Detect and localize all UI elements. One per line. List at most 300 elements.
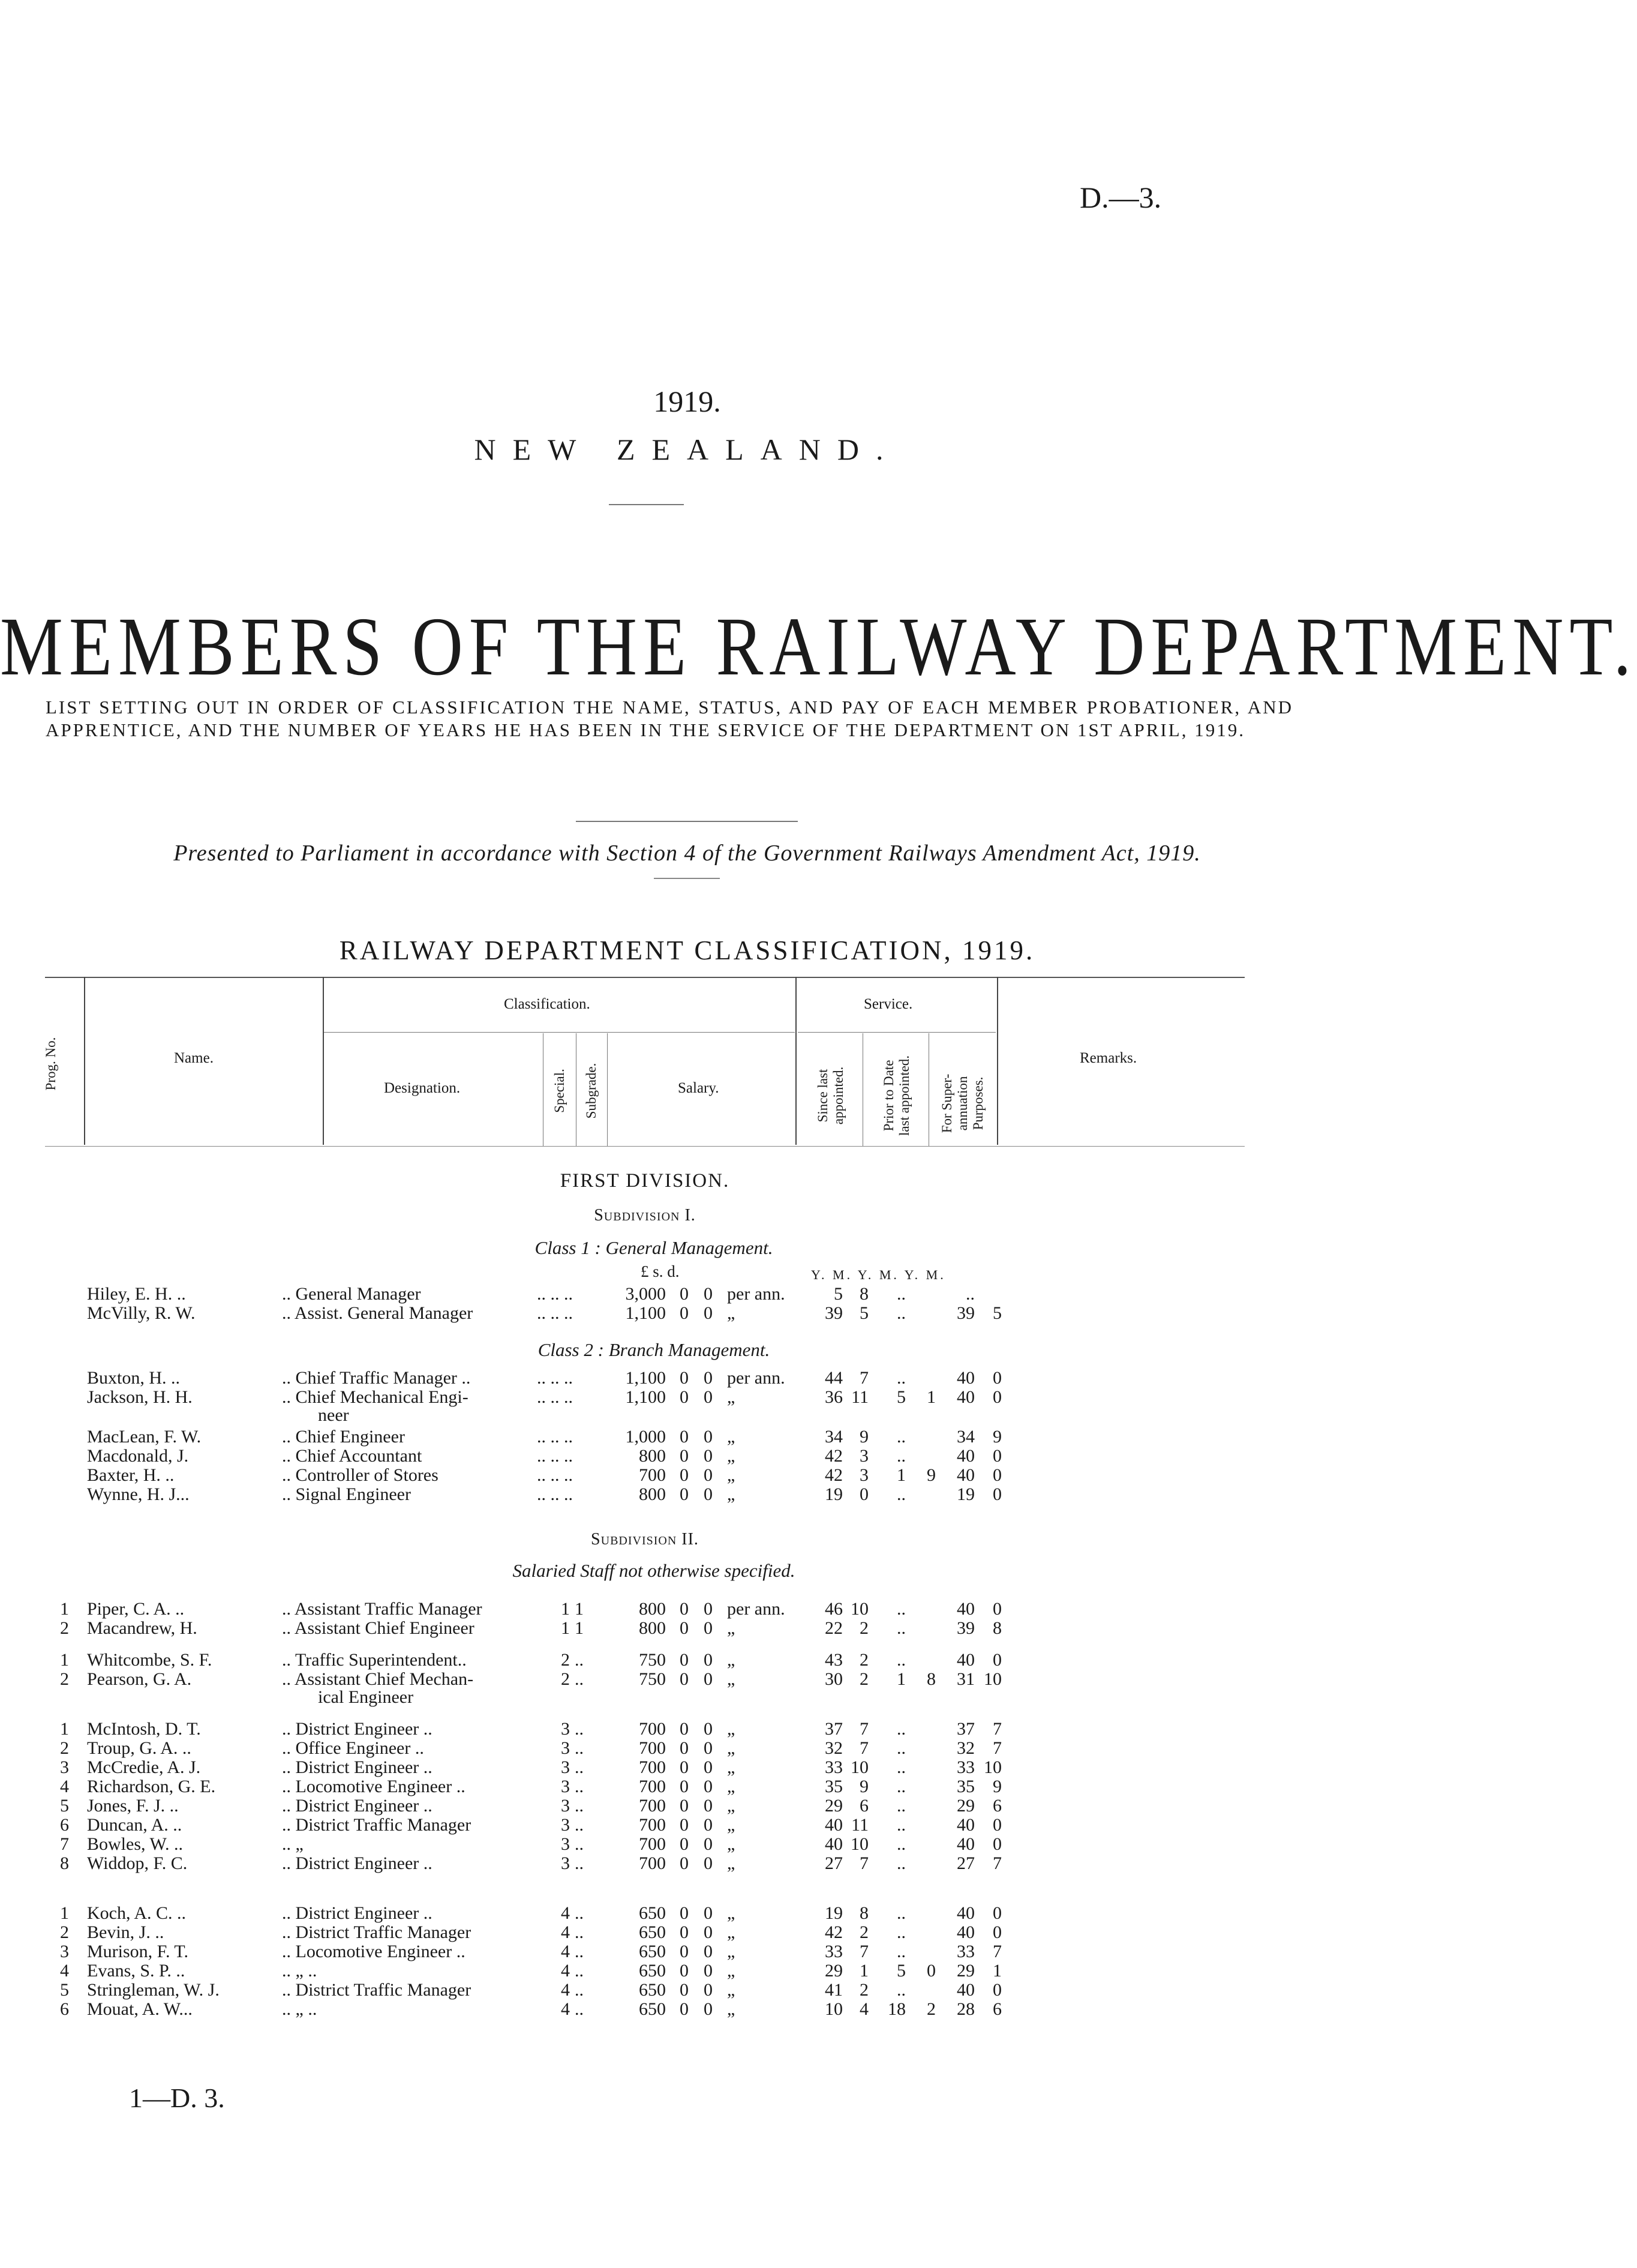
cell-fy: 31 bbox=[957, 1669, 975, 1689]
cell-d: 0 bbox=[704, 1650, 713, 1670]
cell-desig: .. „ bbox=[282, 1834, 304, 1854]
cell-fm: 7 bbox=[993, 1719, 1002, 1739]
cell-py: .. bbox=[897, 1719, 906, 1739]
cell-sm: 11 bbox=[851, 1387, 869, 1407]
cell-no: 4 bbox=[60, 1777, 69, 1796]
cell-desig: .. Assistant Chief Engineer bbox=[282, 1618, 474, 1638]
service-units: Y. M. Y. M. Y. M. bbox=[811, 1267, 946, 1282]
cell-sg: .. bbox=[575, 1999, 584, 2019]
cell-py: .. bbox=[897, 1980, 906, 2000]
cell-sm: 9 bbox=[860, 1777, 869, 1796]
cell-no: 1 bbox=[60, 1599, 69, 1619]
cell-d: 0 bbox=[704, 1903, 713, 1923]
cell-desig: .. District Traffic Manager bbox=[282, 1980, 471, 2000]
cell-fy: 40 bbox=[957, 1387, 975, 1407]
cell-py: .. bbox=[897, 1777, 906, 1796]
cell-py: .. bbox=[897, 1738, 906, 1758]
cell-name: Stringleman, W. J. bbox=[87, 1980, 220, 2000]
cell-fy: 32 bbox=[957, 1738, 975, 1758]
cell-sp: 3 bbox=[561, 1738, 570, 1758]
cell-sm: 2 bbox=[860, 1980, 869, 2000]
header-prior-to: Prior to Date last appointed. bbox=[881, 1055, 912, 1136]
cell-fm: 10 bbox=[984, 1669, 1002, 1689]
cell-d: 0 bbox=[704, 1368, 713, 1388]
cell-pounds: 650 bbox=[639, 1980, 666, 2000]
cell-s: 0 bbox=[680, 1757, 689, 1777]
page-reference: D.—3. bbox=[1080, 181, 1162, 214]
cell-name: Koch, A. C. .. bbox=[87, 1903, 186, 1923]
cell-fm: 9 bbox=[993, 1777, 1002, 1796]
cell-d: 0 bbox=[704, 1999, 713, 2019]
column-divider bbox=[607, 1033, 608, 1146]
cell-desig: .. Signal Engineer bbox=[282, 1484, 411, 1504]
cell-s: 0 bbox=[680, 1999, 689, 2019]
cell-sy: 41 bbox=[825, 1980, 843, 2000]
cell-no: 1 bbox=[60, 1903, 69, 1923]
cell-sy: 46 bbox=[825, 1599, 843, 1619]
cell-no: 5 bbox=[60, 1796, 69, 1816]
cell-sm: 6 bbox=[860, 1796, 869, 1816]
cell-per: „ bbox=[727, 1815, 735, 1835]
cell-name: Macandrew, H. bbox=[87, 1618, 197, 1638]
cell-sp: 3 bbox=[561, 1719, 570, 1739]
cell-per: „ bbox=[727, 1738, 735, 1758]
cell-pounds: 800 bbox=[639, 1618, 666, 1638]
header-since-last: Since last appointed. bbox=[815, 1066, 846, 1125]
cell-sg: .. bbox=[575, 1738, 584, 1758]
cell-sm: 9 bbox=[860, 1427, 869, 1447]
cell-pm: 9 bbox=[927, 1465, 936, 1485]
cell-sm: 2 bbox=[860, 1650, 869, 1670]
header-classification: Classification. bbox=[504, 996, 590, 1012]
cell-dots: .. .. .. bbox=[537, 1303, 573, 1323]
cell-sm: 8 bbox=[860, 1903, 869, 1923]
cell-no: 3 bbox=[60, 1942, 69, 1961]
cell-fm: 10 bbox=[984, 1757, 1002, 1777]
division-heading: FIRST DIVISION. bbox=[560, 1170, 730, 1192]
cell-desig-continued: ical Engineer bbox=[318, 1687, 414, 1707]
cell-s: 0 bbox=[680, 1796, 689, 1816]
header-salary: Salary. bbox=[678, 1080, 719, 1096]
header-service: Service. bbox=[864, 996, 913, 1012]
cell-sy: 43 bbox=[825, 1650, 843, 1670]
cell-pm: 0 bbox=[927, 1961, 936, 1981]
cell-desig: .. District Engineer .. bbox=[282, 1903, 432, 1923]
cell-per: „ bbox=[727, 1999, 735, 2019]
cell-sg: .. bbox=[575, 1815, 584, 1835]
cell-sp: 3 bbox=[561, 1757, 570, 1777]
column-divider bbox=[84, 977, 85, 1145]
cell-d: 0 bbox=[704, 1738, 713, 1758]
cell-name: Whitcombe, S. F. bbox=[87, 1650, 212, 1670]
cell-sp: 4 bbox=[561, 1942, 570, 1961]
cell-sm: 10 bbox=[851, 1757, 869, 1777]
cell-fm: 0 bbox=[993, 1484, 1002, 1504]
cell-sg: .. bbox=[575, 1922, 584, 1942]
cell-d: 0 bbox=[704, 1387, 713, 1407]
cell-s: 0 bbox=[680, 1719, 689, 1739]
cell-sy: 36 bbox=[825, 1387, 843, 1407]
cell-name: Pearson, G. A. bbox=[87, 1669, 192, 1689]
cell-sy: 39 bbox=[825, 1303, 843, 1323]
cell-name: Jones, F. J. .. bbox=[87, 1796, 179, 1816]
cell-name: McIntosh, D. T. bbox=[87, 1719, 201, 1739]
cell-pounds: 1,100 bbox=[625, 1303, 666, 1323]
cell-pounds: 750 bbox=[639, 1650, 666, 1670]
cell-fm: 6 bbox=[993, 1999, 1002, 2019]
cell-fm: 0 bbox=[993, 1465, 1002, 1485]
cell-fy: 40 bbox=[957, 1815, 975, 1835]
cell-sg: .. bbox=[575, 1719, 584, 1739]
cell-desig: .. Assistant Traffic Manager bbox=[282, 1599, 482, 1619]
cell-sp: 1 bbox=[561, 1618, 570, 1638]
cell-sp: 3 bbox=[561, 1777, 570, 1796]
cell-dots: .. .. .. bbox=[537, 1465, 573, 1485]
cell-py: .. bbox=[897, 1903, 906, 1923]
cell-fm: 0 bbox=[993, 1815, 1002, 1835]
cell-fy: 40 bbox=[957, 1650, 975, 1670]
cell-name: Macdonald, J. bbox=[87, 1446, 189, 1466]
header-prog-no: Prog. No. bbox=[43, 1037, 58, 1091]
cell-s: 0 bbox=[680, 1853, 689, 1873]
cell-py: 5 bbox=[897, 1387, 906, 1407]
cell-fy: 40 bbox=[957, 1465, 975, 1485]
class-heading: Class 2 : Branch Management. bbox=[537, 1339, 770, 1360]
cell-sy: 42 bbox=[825, 1465, 843, 1485]
cell-per: „ bbox=[727, 1757, 735, 1777]
cell-fy: 33 bbox=[957, 1942, 975, 1961]
cell-py: 5 bbox=[897, 1961, 906, 1981]
cell-desig: .. Controller of Stores bbox=[282, 1465, 438, 1485]
cell-pounds: 800 bbox=[639, 1484, 666, 1504]
cell-per: „ bbox=[727, 1484, 735, 1504]
cell-pounds: 1,100 bbox=[625, 1387, 666, 1407]
cell-sy: 34 bbox=[825, 1427, 843, 1447]
cell-name: Piper, C. A. .. bbox=[87, 1599, 185, 1619]
cell-sp: 4 bbox=[561, 1922, 570, 1942]
cell-s: 0 bbox=[680, 1303, 689, 1323]
cell-fm: 0 bbox=[993, 1368, 1002, 1388]
cell-fy: 35 bbox=[957, 1777, 975, 1796]
cell-fy: 39 bbox=[957, 1303, 975, 1323]
cell-fm: 5 bbox=[993, 1303, 1002, 1323]
cell-per: „ bbox=[727, 1618, 735, 1638]
header-superannuation: For Super-annuation Purposes. bbox=[939, 1073, 986, 1133]
cell-fm: 0 bbox=[993, 1650, 1002, 1670]
cell-desig: .. Chief Accountant bbox=[282, 1446, 422, 1466]
cell-name: McVilly, R. W. bbox=[87, 1303, 196, 1323]
cell-fm: 8 bbox=[993, 1618, 1002, 1638]
cell-pounds: 1,100 bbox=[625, 1368, 666, 1388]
cell-name: Evans, S. P. .. bbox=[87, 1961, 185, 1981]
cell-py: .. bbox=[897, 1446, 906, 1466]
subdivision-heading: Subdivision I. bbox=[594, 1206, 696, 1225]
cell-name: McCredie, A. J. bbox=[87, 1757, 201, 1777]
cell-no: 7 bbox=[60, 1834, 69, 1854]
cell-d: 0 bbox=[704, 1980, 713, 2000]
cell-no: 4 bbox=[60, 1961, 69, 1981]
cell-no: 1 bbox=[60, 1650, 69, 1670]
cell-d: 0 bbox=[704, 1669, 713, 1689]
cell-py: .. bbox=[897, 1284, 906, 1304]
cell-sm: 2 bbox=[860, 1922, 869, 1942]
cell-sg: 1 bbox=[575, 1618, 584, 1638]
cell-desig: .. District Traffic Manager bbox=[282, 1815, 471, 1835]
cell-fy: 40 bbox=[957, 1834, 975, 1854]
cell-py: 18 bbox=[888, 1999, 906, 2019]
cell-fy: .. bbox=[966, 1284, 975, 1304]
cell-dots: .. .. .. bbox=[537, 1484, 573, 1504]
cell-py: .. bbox=[897, 1427, 906, 1447]
column-divider bbox=[997, 977, 998, 1145]
cell-s: 0 bbox=[680, 1427, 689, 1447]
cell-pounds: 650 bbox=[639, 1961, 666, 1981]
cell-s: 0 bbox=[680, 1903, 689, 1923]
cell-sp: 3 bbox=[561, 1834, 570, 1854]
cell-sg: .. bbox=[575, 1903, 584, 1923]
cell-fm: 0 bbox=[993, 1446, 1002, 1466]
cell-sy: 19 bbox=[825, 1903, 843, 1923]
cell-sy: 33 bbox=[825, 1942, 843, 1961]
cell-pounds: 3,000 bbox=[625, 1284, 666, 1304]
cell-per: „ bbox=[727, 1387, 735, 1407]
cell-s: 0 bbox=[680, 1669, 689, 1689]
cell-sy: 10 bbox=[825, 1999, 843, 2019]
cell-fy: 40 bbox=[957, 1980, 975, 2000]
cell-sm: 3 bbox=[860, 1446, 869, 1466]
cell-py: .. bbox=[897, 1757, 906, 1777]
cell-pounds: 750 bbox=[639, 1669, 666, 1689]
cell-s: 0 bbox=[680, 1961, 689, 1981]
cell-sy: 42 bbox=[825, 1446, 843, 1466]
cell-pounds: 700 bbox=[639, 1777, 666, 1796]
cell-no: 6 bbox=[60, 1999, 69, 2019]
cell-s: 0 bbox=[680, 1484, 689, 1504]
cell-desig: .. Locomotive Engineer .. bbox=[282, 1777, 465, 1796]
cell-s: 0 bbox=[680, 1465, 689, 1485]
cell-no: 6 bbox=[60, 1815, 69, 1835]
cell-sp: 3 bbox=[561, 1815, 570, 1835]
cell-pounds: 650 bbox=[639, 1942, 666, 1961]
cell-fy: 40 bbox=[957, 1368, 975, 1388]
salaried-staff-heading: Salaried Staff not otherwise specified. bbox=[512, 1560, 795, 1581]
cell-per: „ bbox=[727, 1669, 735, 1689]
service-rule bbox=[798, 1032, 996, 1033]
cell-sp: 1 bbox=[561, 1599, 570, 1619]
header-special: Special. bbox=[552, 1069, 567, 1113]
cell-py: .. bbox=[897, 1922, 906, 1942]
cell-sm: 7 bbox=[860, 1368, 869, 1388]
cell-pounds: 700 bbox=[639, 1465, 666, 1485]
cell-pounds: 700 bbox=[639, 1834, 666, 1854]
cell-sg: .. bbox=[575, 1650, 584, 1670]
cell-d: 0 bbox=[704, 1446, 713, 1466]
cell-no: 2 bbox=[60, 1618, 69, 1638]
cell-sy: 29 bbox=[825, 1796, 843, 1816]
cell-per: „ bbox=[727, 1777, 735, 1796]
cell-fm: 0 bbox=[993, 1922, 1002, 1942]
cell-s: 0 bbox=[680, 1980, 689, 2000]
cell-per: „ bbox=[727, 1922, 735, 1942]
document-subtitle: LIST SETTING OUT IN ORDER OF CLASSIFICATION THE NAME, STATUS, AND PAY OF EACH MEMBER PROBATIONER, AND APPRENTICE, AND THE NUMBER OF YEARS HE HAS BEEN IN THE SERVICE OF THE DEPARTMENT ON 1ST APRIL, 1919. bbox=[46, 697, 1293, 740]
cell-dots: .. .. .. bbox=[537, 1446, 573, 1466]
cell-s: 0 bbox=[680, 1446, 689, 1466]
cell-sm: 1 bbox=[860, 1961, 869, 1981]
cell-no: 2 bbox=[60, 1669, 69, 1689]
cell-sp: 4 bbox=[561, 1903, 570, 1923]
cell-name: Mouat, A. W... bbox=[87, 1999, 193, 2019]
cell-d: 0 bbox=[704, 1796, 713, 1816]
cell-sy: 30 bbox=[825, 1669, 843, 1689]
cell-pounds: 700 bbox=[639, 1719, 666, 1739]
cell-per: „ bbox=[727, 1465, 735, 1485]
cell-sg: .. bbox=[575, 1757, 584, 1777]
cell-sy: 19 bbox=[825, 1484, 843, 1504]
cell-py: .. bbox=[897, 1650, 906, 1670]
cell-fm: 7 bbox=[993, 1853, 1002, 1873]
cell-dots: .. .. .. bbox=[537, 1387, 573, 1407]
cell-name: Wynne, H. J... bbox=[87, 1484, 190, 1504]
cell-desig: .. District Engineer .. bbox=[282, 1853, 432, 1873]
cell-sp: 3 bbox=[561, 1853, 570, 1873]
cell-fy: 40 bbox=[957, 1446, 975, 1466]
cell-desig: .. Traffic Superintendent.. bbox=[282, 1650, 467, 1670]
cell-py: .. bbox=[897, 1303, 906, 1323]
cell-name: Baxter, H. .. bbox=[87, 1465, 175, 1485]
cell-sy: 5 bbox=[834, 1284, 843, 1304]
cell-pounds: 800 bbox=[639, 1599, 666, 1619]
cell-sp: 4 bbox=[561, 1999, 570, 2019]
header-remarks: Remarks. bbox=[1080, 1050, 1137, 1066]
cell-desig: .. District Engineer .. bbox=[282, 1757, 432, 1777]
classification-title: RAILWAY DEPARTMENT CLASSIFICATION, 1919. bbox=[339, 935, 1035, 965]
cell-s: 0 bbox=[680, 1618, 689, 1638]
cell-fm: 7 bbox=[993, 1738, 1002, 1758]
cell-fy: 29 bbox=[957, 1961, 975, 1981]
cell-name: Murison, F. T. bbox=[87, 1942, 189, 1961]
cell-d: 0 bbox=[704, 1853, 713, 1873]
cell-pounds: 650 bbox=[639, 1903, 666, 1923]
cell-desig: .. Office Engineer .. bbox=[282, 1738, 424, 1758]
cell-d: 0 bbox=[704, 1484, 713, 1504]
cell-fy: 28 bbox=[957, 1999, 975, 2019]
cell-fm: 0 bbox=[993, 1980, 1002, 2000]
cell-sm: 7 bbox=[860, 1738, 869, 1758]
subdivision-heading: Subdivision II. bbox=[591, 1530, 699, 1549]
cell-per: „ bbox=[727, 1853, 735, 1873]
cell-pounds: 700 bbox=[639, 1815, 666, 1835]
cell-s: 0 bbox=[680, 1922, 689, 1942]
cell-name: Bevin, J. .. bbox=[87, 1922, 164, 1942]
cell-sm: 2 bbox=[860, 1669, 869, 1689]
cell-sm: 10 bbox=[851, 1599, 869, 1619]
cell-py: .. bbox=[897, 1942, 906, 1961]
cell-sy: 42 bbox=[825, 1922, 843, 1942]
cell-per: per ann. bbox=[727, 1599, 785, 1619]
cell-desig: .. Locomotive Engineer .. bbox=[282, 1942, 465, 1961]
cell-d: 0 bbox=[704, 1303, 713, 1323]
cell-fm: 1 bbox=[993, 1961, 1002, 1981]
cell-fm: 9 bbox=[993, 1427, 1002, 1447]
presented-note: Presented to Parliament in accordance with Section 4 of the Government Railways Amendment Act, 1919. bbox=[173, 841, 1201, 866]
cell-sg: .. bbox=[575, 1980, 584, 2000]
cell-sm: 8 bbox=[860, 1284, 869, 1304]
cell-s: 0 bbox=[680, 1599, 689, 1619]
divider-rule bbox=[609, 504, 684, 505]
cell-no: 1 bbox=[60, 1719, 69, 1739]
cell-sg: .. bbox=[575, 1834, 584, 1854]
cell-py: .. bbox=[897, 1599, 906, 1619]
cell-pm: 8 bbox=[927, 1669, 936, 1689]
cell-fm: 0 bbox=[993, 1903, 1002, 1923]
cell-desig: .. Chief Engineer bbox=[282, 1427, 405, 1447]
divider-rule bbox=[576, 821, 798, 822]
cell-per: „ bbox=[727, 1427, 735, 1447]
cell-per: „ bbox=[727, 1834, 735, 1854]
cell-d: 0 bbox=[704, 1777, 713, 1796]
divider-rule bbox=[654, 878, 720, 879]
cell-d: 0 bbox=[704, 1815, 713, 1835]
cell-sy: 22 bbox=[825, 1618, 843, 1638]
cell-sp: 4 bbox=[561, 1961, 570, 1981]
cell-s: 0 bbox=[680, 1284, 689, 1304]
cell-desig: .. „ .. bbox=[282, 1961, 317, 1981]
cell-per: „ bbox=[727, 1650, 735, 1670]
cell-per: „ bbox=[727, 1980, 735, 2000]
cell-sm: 11 bbox=[851, 1815, 869, 1835]
cell-per: „ bbox=[727, 1961, 735, 1981]
cell-name: Richardson, G. E. bbox=[87, 1777, 216, 1796]
cell-py: .. bbox=[897, 1815, 906, 1835]
cell-py: .. bbox=[897, 1796, 906, 1816]
cell-sp: 2 bbox=[561, 1669, 570, 1689]
cell-py: .. bbox=[897, 1484, 906, 1504]
cell-d: 0 bbox=[704, 1757, 713, 1777]
cell-per: per ann. bbox=[727, 1368, 785, 1388]
cell-pounds: 650 bbox=[639, 1922, 666, 1942]
document-year: 1919. bbox=[653, 385, 721, 418]
cell-pounds: 700 bbox=[639, 1796, 666, 1816]
cell-fy: 27 bbox=[957, 1853, 975, 1873]
cell-per: „ bbox=[727, 1796, 735, 1816]
cell-py: 1 bbox=[897, 1465, 906, 1485]
cell-desig: .. Chief Mechanical Engi- bbox=[282, 1387, 468, 1407]
cell-sg: .. bbox=[575, 1942, 584, 1961]
cell-fm: 0 bbox=[993, 1834, 1002, 1854]
cell-sg: .. bbox=[575, 1853, 584, 1873]
cell-sg: 1 bbox=[575, 1599, 584, 1619]
column-divider bbox=[795, 977, 797, 1145]
page-footer: 1—D. 3. bbox=[129, 2083, 225, 2113]
cell-sp: 2 bbox=[561, 1650, 570, 1670]
cell-desig: .. District Engineer .. bbox=[282, 1719, 432, 1739]
header-top-rule bbox=[45, 977, 1245, 978]
column-divider bbox=[323, 977, 324, 1145]
cell-sy: 35 bbox=[825, 1777, 843, 1796]
cell-sm: 4 bbox=[860, 1999, 869, 2019]
cell-sm: 2 bbox=[860, 1618, 869, 1638]
cell-name: Troup, G. A. .. bbox=[87, 1738, 191, 1758]
cell-sy: 29 bbox=[825, 1961, 843, 1981]
cell-s: 0 bbox=[680, 1387, 689, 1407]
cell-name: Jackson, H. H. bbox=[87, 1387, 193, 1407]
cell-d: 0 bbox=[704, 1719, 713, 1739]
cell-no: 8 bbox=[60, 1853, 69, 1873]
cell-desig: .. District Traffic Manager bbox=[282, 1922, 471, 1942]
cell-per: „ bbox=[727, 1303, 735, 1323]
cell-d: 0 bbox=[704, 1922, 713, 1942]
cell-desig: .. Chief Traffic Manager .. bbox=[282, 1368, 471, 1388]
